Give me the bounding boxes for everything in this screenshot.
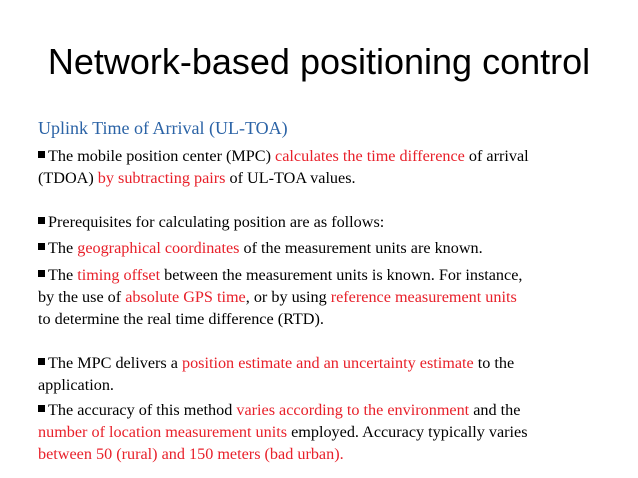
bullet-5-line-2: application. [38, 376, 114, 394]
bullet-3-line-1: The geographical coordinates of the measurement units are known. [38, 238, 483, 259]
bullet-2-line-1: Prerequisites for calculating position are as follows: [38, 212, 384, 233]
bullet-4-line-3: to determine the real time difference (RTD). [38, 310, 324, 328]
bullet-6-line-1: The accuracy of this method varies according to the environment and the [38, 400, 520, 421]
bullet-6-line-3: between 50 (rural) and 150 meters (bad urban). [38, 445, 344, 463]
bullet-square-icon [38, 217, 45, 224]
bullet-6-line-2: number of location measurement units employed. Accuracy typically varies [38, 423, 528, 441]
bullet-square-icon [38, 405, 45, 412]
bullet-4-line-2: by the use of absolute GPS time, or by using reference measurement units [38, 288, 517, 306]
bullet-1-line-1: The mobile position center (MPC) calculates the time difference of arrival [38, 146, 529, 167]
slide-title: Network-based positioning control [47, 41, 591, 82]
bullet-square-icon [38, 243, 45, 250]
slide-subtitle: Uplink Time of Arrival (UL-TOA) [38, 118, 288, 138]
bullet-1-line-2: (TDOA) by subtracting pairs of UL-TOA values. [38, 169, 356, 187]
bullet-square-icon [38, 270, 45, 277]
bullet-4-line-1: The timing offset between the measurement units is known. For instance, [38, 265, 522, 286]
bullet-5-line-1: The MPC delivers a position estimate and an uncertainty estimate to the [38, 353, 514, 374]
bullet-square-icon [38, 358, 45, 365]
bullet-square-icon [38, 151, 45, 158]
